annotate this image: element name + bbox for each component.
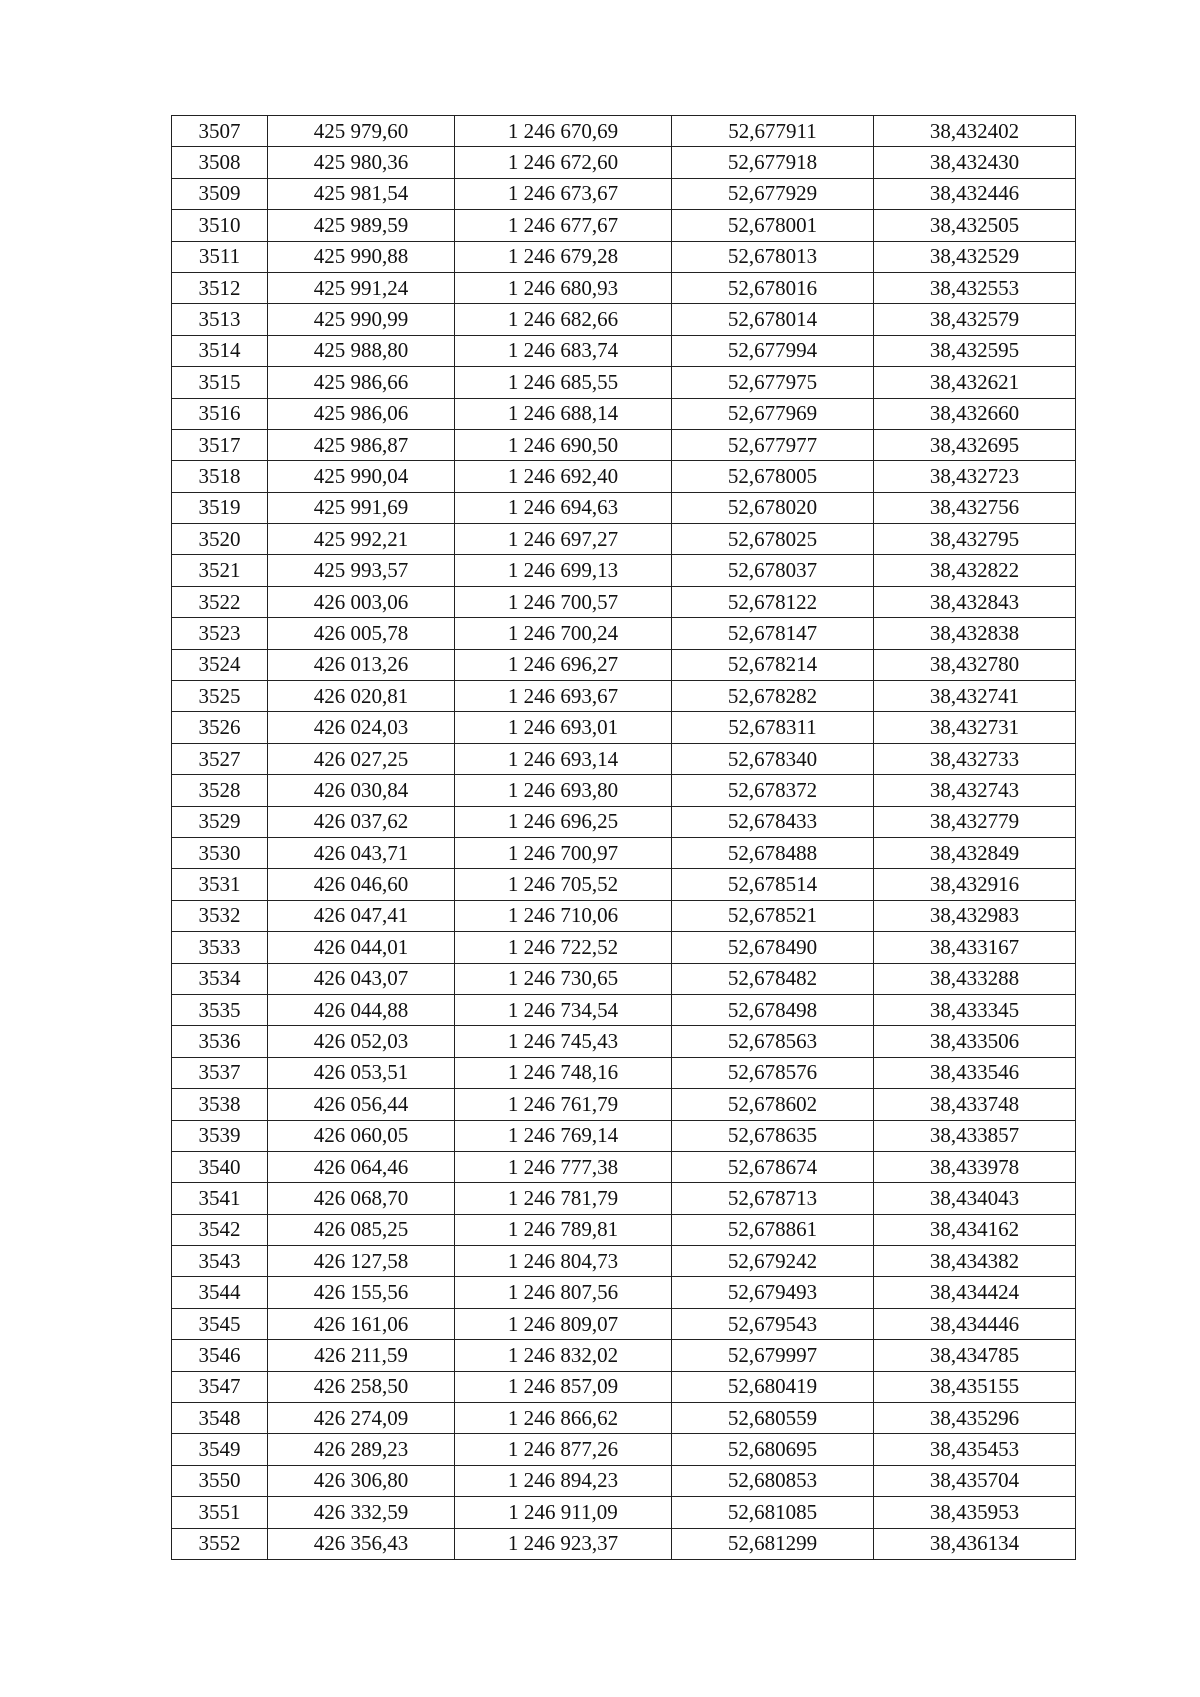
coord-y-cell: 1 246 693,80: [455, 775, 672, 806]
coord-x-cell: 425 989,59: [268, 210, 455, 241]
latitude-cell: 52,678490: [672, 932, 874, 963]
point-number-cell: 3535: [172, 994, 268, 1025]
longitude-cell: 38,432695: [874, 429, 1076, 460]
longitude-cell: 38,432916: [874, 869, 1076, 900]
point-number-cell: 3530: [172, 837, 268, 868]
latitude-cell: 52,678122: [672, 586, 874, 617]
table-row: [172, 335, 1076, 366]
coord-y-cell: 1 246 700,24: [455, 618, 672, 649]
point-number-cell: 3550: [172, 1465, 268, 1496]
point-number-cell: 3511: [172, 241, 268, 272]
latitude-cell: 52,677911: [672, 116, 874, 147]
coord-y-cell: 1 246 781,79: [455, 1183, 672, 1214]
table-row: [172, 932, 1076, 963]
table-row: [172, 429, 1076, 460]
latitude-cell: 52,679543: [672, 1308, 874, 1339]
longitude-cell: 38,433288: [874, 963, 1076, 994]
point-number-cell: 3529: [172, 806, 268, 837]
table-row: [172, 1026, 1076, 1057]
latitude-cell: 52,678498: [672, 994, 874, 1025]
latitude-cell: 52,680419: [672, 1371, 874, 1402]
coord-x-cell: 425 981,54: [268, 178, 455, 209]
latitude-cell: 52,678014: [672, 304, 874, 335]
table-row: [172, 461, 1076, 492]
coord-x-cell: 426 356,43: [268, 1528, 455, 1559]
longitude-cell: 38,432983: [874, 900, 1076, 931]
longitude-cell: 38,432756: [874, 492, 1076, 523]
coord-x-cell: 426 027,25: [268, 743, 455, 774]
point-number-cell: 3546: [172, 1340, 268, 1371]
coord-x-cell: 425 993,57: [268, 555, 455, 586]
point-number-cell: 3532: [172, 900, 268, 931]
coord-x-cell: 426 161,06: [268, 1308, 455, 1339]
coord-x-cell: 426 211,59: [268, 1340, 455, 1371]
coord-y-cell: 1 246 809,07: [455, 1308, 672, 1339]
coord-x-cell: 425 990,88: [268, 241, 455, 272]
longitude-cell: 38,432505: [874, 210, 1076, 241]
latitude-cell: 52,678713: [672, 1183, 874, 1214]
coord-y-cell: 1 246 789,81: [455, 1214, 672, 1245]
longitude-cell: 38,432446: [874, 178, 1076, 209]
coord-y-cell: 1 246 699,13: [455, 555, 672, 586]
point-number-cell: 3551: [172, 1497, 268, 1528]
latitude-cell: 52,680853: [672, 1465, 874, 1496]
coord-y-cell: 1 246 894,23: [455, 1465, 672, 1496]
longitude-cell: 38,432780: [874, 649, 1076, 680]
latitude-cell: 52,678635: [672, 1120, 874, 1151]
longitude-cell: 38,434424: [874, 1277, 1076, 1308]
point-number-cell: 3527: [172, 743, 268, 774]
coord-x-cell: 426 127,58: [268, 1246, 455, 1277]
table-row: [172, 743, 1076, 774]
table-row: [172, 1308, 1076, 1339]
latitude-cell: 52,679242: [672, 1246, 874, 1277]
table-row: [172, 1120, 1076, 1151]
latitude-cell: 52,678563: [672, 1026, 874, 1057]
table-row: [172, 1497, 1076, 1528]
point-number-cell: 3540: [172, 1151, 268, 1182]
latitude-cell: 52,678861: [672, 1214, 874, 1245]
coord-x-cell: 426 047,41: [268, 900, 455, 931]
table-row: [172, 1277, 1076, 1308]
point-number-cell: 3536: [172, 1026, 268, 1057]
point-number-cell: 3533: [172, 932, 268, 963]
longitude-cell: 38,432579: [874, 304, 1076, 335]
longitude-cell: 38,435704: [874, 1465, 1076, 1496]
latitude-cell: 52,678037: [672, 555, 874, 586]
coord-y-cell: 1 246 688,14: [455, 398, 672, 429]
coord-x-cell: 426 003,06: [268, 586, 455, 617]
coord-x-cell: 426 155,56: [268, 1277, 455, 1308]
latitude-cell: 52,678214: [672, 649, 874, 680]
latitude-cell: 52,677918: [672, 147, 874, 178]
table-row: [172, 1246, 1076, 1277]
point-number-cell: 3531: [172, 869, 268, 900]
table-row: [172, 1528, 1076, 1559]
coord-y-cell: 1 246 807,56: [455, 1277, 672, 1308]
point-number-cell: 3542: [172, 1214, 268, 1245]
coord-y-cell: 1 246 696,25: [455, 806, 672, 837]
table-row: [172, 1057, 1076, 1088]
latitude-cell: 52,677977: [672, 429, 874, 460]
coord-x-cell: 425 986,66: [268, 367, 455, 398]
latitude-cell: 52,678602: [672, 1089, 874, 1120]
coord-y-cell: 1 246 745,43: [455, 1026, 672, 1057]
coord-y-cell: 1 246 923,37: [455, 1528, 672, 1559]
table-row: [172, 1151, 1076, 1182]
latitude-cell: 52,678311: [672, 712, 874, 743]
coord-y-cell: 1 246 804,73: [455, 1246, 672, 1277]
longitude-cell: 38,432849: [874, 837, 1076, 868]
longitude-cell: 38,432723: [874, 461, 1076, 492]
coord-x-cell: 426 020,81: [268, 681, 455, 712]
point-number-cell: 3514: [172, 335, 268, 366]
latitude-cell: 52,678340: [672, 743, 874, 774]
point-number-cell: 3549: [172, 1434, 268, 1465]
table-row: [172, 1089, 1076, 1120]
table-row: [172, 900, 1076, 931]
longitude-cell: 38,434043: [874, 1183, 1076, 1214]
coordinates-table-body: [172, 116, 1076, 1560]
point-number-cell: 3524: [172, 649, 268, 680]
latitude-cell: 52,680559: [672, 1403, 874, 1434]
table-row: [172, 1465, 1076, 1496]
longitude-cell: 38,432843: [874, 586, 1076, 617]
latitude-cell: 52,678433: [672, 806, 874, 837]
point-number-cell: 3539: [172, 1120, 268, 1151]
point-number-cell: 3547: [172, 1371, 268, 1402]
latitude-cell: 52,679493: [672, 1277, 874, 1308]
table-row: [172, 524, 1076, 555]
point-number-cell: 3517: [172, 429, 268, 460]
point-number-cell: 3548: [172, 1403, 268, 1434]
table-row: [172, 398, 1076, 429]
coord-x-cell: 425 988,80: [268, 335, 455, 366]
latitude-cell: 52,678020: [672, 492, 874, 523]
coord-x-cell: 426 005,78: [268, 618, 455, 649]
table-row: [172, 869, 1076, 900]
coord-y-cell: 1 246 761,79: [455, 1089, 672, 1120]
longitude-cell: 38,434382: [874, 1246, 1076, 1277]
coord-x-cell: 425 979,60: [268, 116, 455, 147]
coord-x-cell: 426 030,84: [268, 775, 455, 806]
coord-x-cell: 426 013,26: [268, 649, 455, 680]
coord-x-cell: 426 274,09: [268, 1403, 455, 1434]
coord-x-cell: 426 037,62: [268, 806, 455, 837]
table-row: [172, 649, 1076, 680]
latitude-cell: 52,678016: [672, 272, 874, 303]
coord-y-cell: 1 246 673,67: [455, 178, 672, 209]
coord-y-cell: 1 246 700,97: [455, 837, 672, 868]
point-number-cell: 3508: [172, 147, 268, 178]
point-number-cell: 3512: [172, 272, 268, 303]
coord-y-cell: 1 246 734,54: [455, 994, 672, 1025]
table-row: [172, 210, 1076, 241]
coord-y-cell: 1 246 857,09: [455, 1371, 672, 1402]
longitude-cell: 38,432741: [874, 681, 1076, 712]
point-number-cell: 3513: [172, 304, 268, 335]
latitude-cell: 52,678282: [672, 681, 874, 712]
coord-y-cell: 1 246 722,52: [455, 932, 672, 963]
coord-y-cell: 1 246 866,62: [455, 1403, 672, 1434]
table-row: [172, 586, 1076, 617]
coord-x-cell: 426 289,23: [268, 1434, 455, 1465]
table-row: [172, 147, 1076, 178]
latitude-cell: 52,679997: [672, 1340, 874, 1371]
point-number-cell: 3519: [172, 492, 268, 523]
coordinates-table: [171, 115, 1076, 1560]
longitude-cell: 38,432743: [874, 775, 1076, 806]
table-row: [172, 1371, 1076, 1402]
table-row: [172, 116, 1076, 147]
coord-y-cell: 1 246 693,67: [455, 681, 672, 712]
coord-x-cell: 425 980,36: [268, 147, 455, 178]
point-number-cell: 3515: [172, 367, 268, 398]
longitude-cell: 38,433167: [874, 932, 1076, 963]
coord-x-cell: 425 990,04: [268, 461, 455, 492]
coord-x-cell: 426 332,59: [268, 1497, 455, 1528]
coord-x-cell: 426 053,51: [268, 1057, 455, 1088]
latitude-cell: 52,678521: [672, 900, 874, 931]
table-row: [172, 1183, 1076, 1214]
latitude-cell: 52,681299: [672, 1528, 874, 1559]
coord-y-cell: 1 246 877,26: [455, 1434, 672, 1465]
longitude-cell: 38,432529: [874, 241, 1076, 272]
latitude-cell: 52,678514: [672, 869, 874, 900]
longitude-cell: 38,432430: [874, 147, 1076, 178]
coord-y-cell: 1 246 832,02: [455, 1340, 672, 1371]
table-row: [172, 241, 1076, 272]
longitude-cell: 38,433506: [874, 1026, 1076, 1057]
table-row: [172, 1434, 1076, 1465]
coord-x-cell: 426 043,71: [268, 837, 455, 868]
coord-y-cell: 1 246 692,40: [455, 461, 672, 492]
point-number-cell: 3518: [172, 461, 268, 492]
coord-x-cell: 426 085,25: [268, 1214, 455, 1245]
coord-x-cell: 426 043,07: [268, 963, 455, 994]
table-row: [172, 681, 1076, 712]
longitude-cell: 38,435953: [874, 1497, 1076, 1528]
table-row: [172, 492, 1076, 523]
longitude-cell: 38,432553: [874, 272, 1076, 303]
coord-y-cell: 1 246 694,63: [455, 492, 672, 523]
table-row: [172, 806, 1076, 837]
latitude-cell: 52,677975: [672, 367, 874, 398]
coord-y-cell: 1 246 677,67: [455, 210, 672, 241]
coord-x-cell: 426 056,44: [268, 1089, 455, 1120]
longitude-cell: 38,432595: [874, 335, 1076, 366]
coord-y-cell: 1 246 748,16: [455, 1057, 672, 1088]
longitude-cell: 38,434162: [874, 1214, 1076, 1245]
table-row: [172, 775, 1076, 806]
coord-y-cell: 1 246 685,55: [455, 367, 672, 398]
coord-x-cell: 425 986,06: [268, 398, 455, 429]
coord-y-cell: 1 246 693,14: [455, 743, 672, 774]
coord-y-cell: 1 246 710,06: [455, 900, 672, 931]
coord-y-cell: 1 246 696,27: [455, 649, 672, 680]
longitude-cell: 38,436134: [874, 1528, 1076, 1559]
point-number-cell: 3552: [172, 1528, 268, 1559]
latitude-cell: 52,678001: [672, 210, 874, 241]
coord-y-cell: 1 246 777,38: [455, 1151, 672, 1182]
table-row: [172, 712, 1076, 743]
longitude-cell: 38,435453: [874, 1434, 1076, 1465]
point-number-cell: 3541: [172, 1183, 268, 1214]
coord-x-cell: 426 024,03: [268, 712, 455, 743]
coord-y-cell: 1 246 682,66: [455, 304, 672, 335]
longitude-cell: 38,432402: [874, 116, 1076, 147]
table-row: [172, 1214, 1076, 1245]
longitude-cell: 38,432822: [874, 555, 1076, 586]
longitude-cell: 38,433857: [874, 1120, 1076, 1151]
point-number-cell: 3523: [172, 618, 268, 649]
latitude-cell: 52,678005: [672, 461, 874, 492]
table-row: [172, 272, 1076, 303]
point-number-cell: 3538: [172, 1089, 268, 1120]
longitude-cell: 38,432621: [874, 367, 1076, 398]
longitude-cell: 38,432795: [874, 524, 1076, 555]
coord-x-cell: 425 992,21: [268, 524, 455, 555]
table-row: [172, 837, 1076, 868]
coord-x-cell: 426 068,70: [268, 1183, 455, 1214]
longitude-cell: 38,434446: [874, 1308, 1076, 1339]
coord-y-cell: 1 246 769,14: [455, 1120, 672, 1151]
table-row: [172, 178, 1076, 209]
coord-y-cell: 1 246 700,57: [455, 586, 672, 617]
latitude-cell: 52,678576: [672, 1057, 874, 1088]
coord-x-cell: 426 258,50: [268, 1371, 455, 1402]
coord-y-cell: 1 246 679,28: [455, 241, 672, 272]
latitude-cell: 52,677929: [672, 178, 874, 209]
point-number-cell: 3545: [172, 1308, 268, 1339]
coord-x-cell: 426 064,46: [268, 1151, 455, 1182]
coord-x-cell: 425 991,69: [268, 492, 455, 523]
coord-y-cell: 1 246 693,01: [455, 712, 672, 743]
point-number-cell: 3522: [172, 586, 268, 617]
latitude-cell: 52,678488: [672, 837, 874, 868]
coord-y-cell: 1 246 672,60: [455, 147, 672, 178]
longitude-cell: 38,432838: [874, 618, 1076, 649]
table-row: [172, 304, 1076, 335]
longitude-cell: 38,434785: [874, 1340, 1076, 1371]
coord-y-cell: 1 246 911,09: [455, 1497, 672, 1528]
longitude-cell: 38,433748: [874, 1089, 1076, 1120]
latitude-cell: 52,678013: [672, 241, 874, 272]
latitude-cell: 52,678372: [672, 775, 874, 806]
table-row: [172, 618, 1076, 649]
table-row: [172, 1340, 1076, 1371]
coord-x-cell: 426 052,03: [268, 1026, 455, 1057]
table-row: [172, 555, 1076, 586]
latitude-cell: 52,680695: [672, 1434, 874, 1465]
coord-y-cell: 1 246 697,27: [455, 524, 672, 555]
point-number-cell: 3534: [172, 963, 268, 994]
point-number-cell: 3544: [172, 1277, 268, 1308]
longitude-cell: 38,432731: [874, 712, 1076, 743]
coord-y-cell: 1 246 730,65: [455, 963, 672, 994]
table-row: [172, 367, 1076, 398]
coord-x-cell: 426 044,01: [268, 932, 455, 963]
point-number-cell: 3516: [172, 398, 268, 429]
point-number-cell: 3543: [172, 1246, 268, 1277]
coord-x-cell: 425 986,87: [268, 429, 455, 460]
point-number-cell: 3507: [172, 116, 268, 147]
longitude-cell: 38,433978: [874, 1151, 1076, 1182]
coord-y-cell: 1 246 680,93: [455, 272, 672, 303]
coord-x-cell: 426 044,88: [268, 994, 455, 1025]
coord-x-cell: 426 046,60: [268, 869, 455, 900]
latitude-cell: 52,681085: [672, 1497, 874, 1528]
point-number-cell: 3525: [172, 681, 268, 712]
longitude-cell: 38,433546: [874, 1057, 1076, 1088]
latitude-cell: 52,678025: [672, 524, 874, 555]
point-number-cell: 3510: [172, 210, 268, 241]
longitude-cell: 38,435155: [874, 1371, 1076, 1402]
latitude-cell: 52,678147: [672, 618, 874, 649]
table-row: [172, 963, 1076, 994]
point-number-cell: 3521: [172, 555, 268, 586]
table-row: [172, 994, 1076, 1025]
latitude-cell: 52,678674: [672, 1151, 874, 1182]
coord-x-cell: 425 991,24: [268, 272, 455, 303]
point-number-cell: 3528: [172, 775, 268, 806]
coord-x-cell: 426 060,05: [268, 1120, 455, 1151]
point-number-cell: 3537: [172, 1057, 268, 1088]
coord-x-cell: 426 306,80: [268, 1465, 455, 1496]
latitude-cell: 52,678482: [672, 963, 874, 994]
longitude-cell: 38,432733: [874, 743, 1076, 774]
coord-x-cell: 425 990,99: [268, 304, 455, 335]
latitude-cell: 52,677969: [672, 398, 874, 429]
table-row: [172, 1403, 1076, 1434]
point-number-cell: 3526: [172, 712, 268, 743]
longitude-cell: 38,432660: [874, 398, 1076, 429]
longitude-cell: 38,435296: [874, 1403, 1076, 1434]
longitude-cell: 38,432779: [874, 806, 1076, 837]
coord-y-cell: 1 246 705,52: [455, 869, 672, 900]
coord-y-cell: 1 246 683,74: [455, 335, 672, 366]
point-number-cell: 3520: [172, 524, 268, 555]
latitude-cell: 52,677994: [672, 335, 874, 366]
coord-y-cell: 1 246 670,69: [455, 116, 672, 147]
coord-y-cell: 1 246 690,50: [455, 429, 672, 460]
point-number-cell: 3509: [172, 178, 268, 209]
longitude-cell: 38,433345: [874, 994, 1076, 1025]
